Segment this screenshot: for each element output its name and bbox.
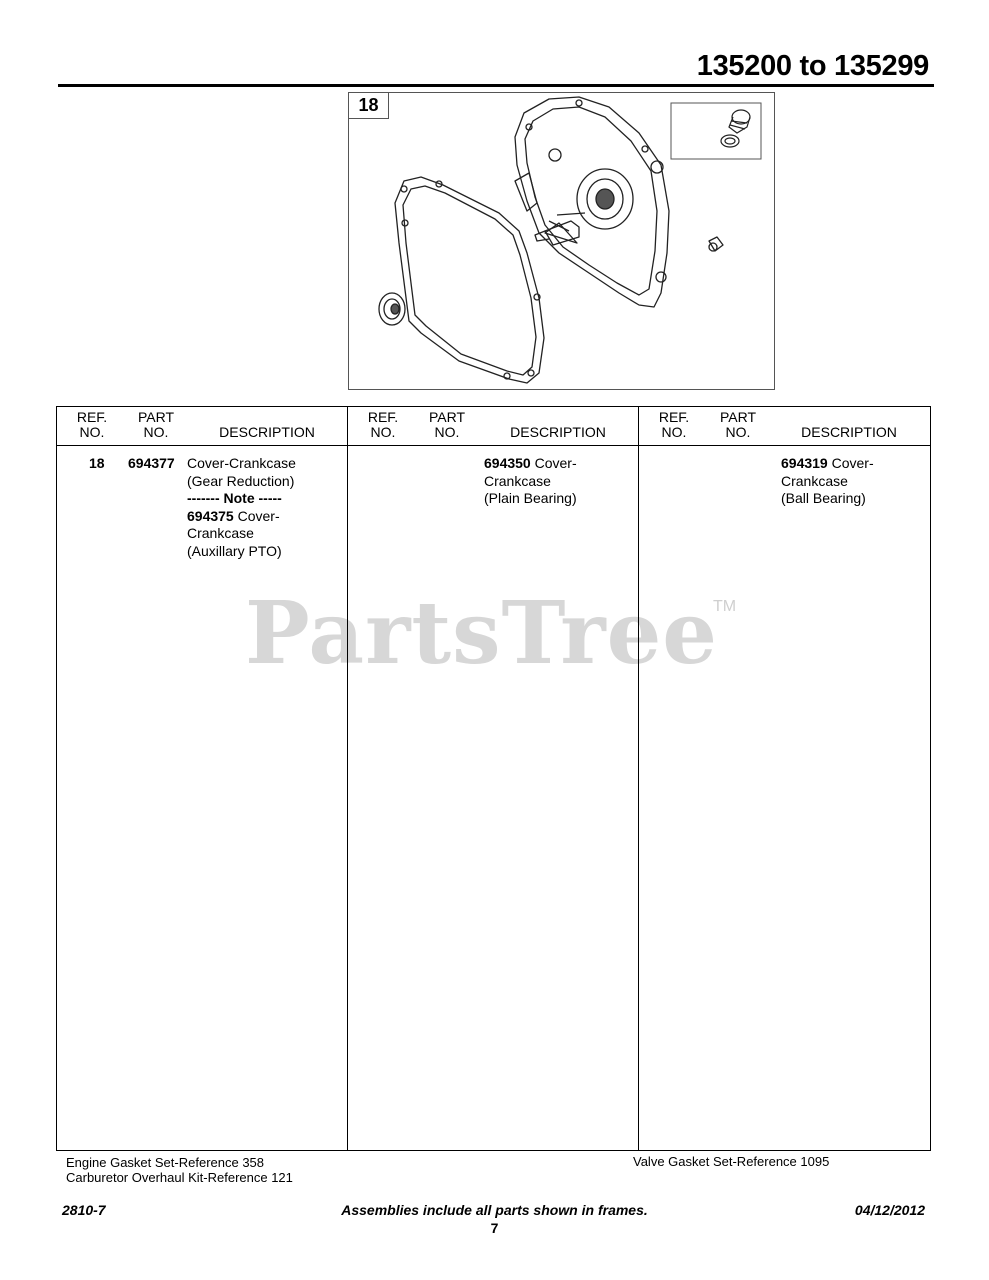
header-part: PART NO. [137,409,175,440]
header-ref: REF. NO. [76,409,108,440]
header-ref: REF. NO. [658,409,690,440]
header-description: DESCRIPTION [801,424,897,440]
document-id: 2810-7 [62,1202,106,1218]
figure-ref-number: 18 [349,93,389,119]
ref-number: 18 [89,455,105,471]
part-number: 694319 [781,455,828,471]
part-number: 694350 [484,455,531,471]
kit-references-left [66,1155,293,1185]
page-number: 7 [490,1220,499,1236]
column-header [57,407,347,446]
exploded-view-figure [348,92,775,390]
engine-gasket-reference: Engine Gasket Set-Reference 358 [66,1155,265,1170]
part-description: 694319 Cover- Crankcase (Ball Bearing) [781,455,874,506]
valve-gasket-reference: Valve Gasket Set-Reference 1095 [633,1154,830,1169]
crankcase-cover-drawing [349,93,774,389]
header-part: PART NO. [428,409,466,440]
watermark-trademark: TM [713,598,737,615]
parts-column-3 [638,407,931,1150]
page-title: 135200 to 135299 [696,50,929,82]
part-description: Cover-Crankcase (Gear Reduction) ------- Note ----- 694375 Cover- Crankcase (Auxillary PTO) [187,455,296,559]
alt-part-number: 694375 [187,507,234,524]
document-date: 04/12/2012 [854,1202,925,1218]
header-part: PART NO. [719,409,757,440]
column-header [639,407,931,446]
header-ref: REF. NO. [367,409,399,440]
header-description: DESCRIPTION [219,424,315,440]
assemblies-note: Assemblies include all parts shown in frames. [341,1202,648,1218]
column-header [348,407,639,446]
part-number: 694377 [128,455,175,471]
note-separator: ------- Note ----- [187,490,282,506]
carburetor-kit-reference: Carburetor Overhaul Kit-Reference 121 [66,1170,293,1185]
parts-table [56,406,931,1151]
part-description: 694350 Cover- Crankcase (Plain Bearing) [484,455,577,506]
title-rule [58,84,934,87]
parts-column-1 [57,407,347,1150]
parts-column-2 [347,407,639,1150]
watermark: PartsTree [245,583,719,684]
header-description: DESCRIPTION [510,424,606,440]
